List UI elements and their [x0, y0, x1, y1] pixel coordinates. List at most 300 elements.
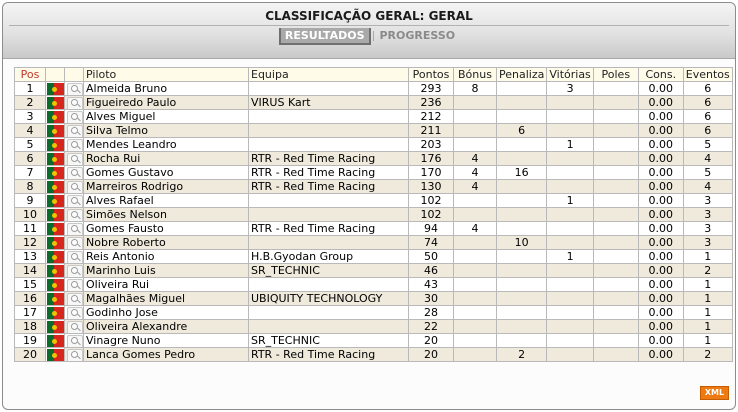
portugal-flag-icon — [47, 223, 64, 236]
flag-cell — [46, 334, 65, 348]
portugal-flag-icon — [47, 209, 64, 222]
cell-pontos: 46 — [409, 264, 454, 278]
cell-equipa — [249, 194, 409, 208]
magnifier-icon[interactable] — [67, 349, 83, 362]
cell-piloto: Silva Telmo — [84, 124, 249, 138]
cell-penaliza — [497, 264, 547, 278]
cell-penaliza — [497, 180, 547, 194]
cell-pos: 12 — [15, 236, 46, 250]
cell-penaliza — [497, 110, 547, 124]
column-header-piloto[interactable]: Piloto — [84, 68, 249, 82]
magnifier-icon[interactable] — [67, 279, 83, 292]
flag-emblem — [52, 87, 57, 92]
cell-pontos: 170 — [409, 166, 454, 180]
cell-bonus — [454, 110, 497, 124]
magnifier-handle — [77, 230, 81, 234]
cell-bonus: 4 — [454, 222, 497, 236]
cell-penaliza — [497, 152, 547, 166]
cell-vitorias — [547, 166, 593, 180]
cell-vitorias — [547, 264, 593, 278]
flag-cell — [46, 96, 65, 110]
table-row[interactable] — [15, 334, 733, 348]
tab-resultados[interactable]: RESULTADOS — [279, 28, 371, 45]
cell-piloto: Magalhães Miguel — [84, 292, 249, 306]
cell-vitorias — [547, 110, 593, 124]
cell-eventos: 2 — [683, 264, 732, 278]
cell-bonus: 8 — [454, 82, 497, 96]
magnifier-icon[interactable] — [67, 293, 83, 306]
cell-penaliza: 16 — [497, 166, 547, 180]
cell-vitorias — [547, 306, 593, 320]
details-cell — [65, 110, 84, 124]
cell-pos: 9 — [15, 194, 46, 208]
cell-pos: 20 — [15, 348, 46, 362]
magnifier-handle — [77, 216, 81, 220]
cell-equipa: RTR - Red Time Racing — [249, 222, 409, 236]
column-header-eventos[interactable]: Eventos — [683, 68, 732, 82]
flag-cell — [46, 278, 65, 292]
magnifier-icon[interactable] — [67, 237, 83, 250]
cell-cons: 0.00 — [638, 152, 683, 166]
portugal-flag-icon — [47, 265, 64, 278]
flag-emblem — [52, 339, 57, 344]
portugal-flag-icon — [47, 349, 64, 362]
magnifier-handle — [77, 272, 81, 276]
magnifier-icon[interactable] — [67, 307, 83, 320]
cell-eventos: 1 — [683, 320, 732, 334]
cell-bonus — [454, 264, 497, 278]
flag-emblem — [52, 255, 57, 260]
table-row[interactable] — [15, 250, 733, 264]
magnifier-icon[interactable] — [67, 209, 83, 222]
portugal-flag-icon — [47, 195, 64, 208]
cell-cons: 0.00 — [638, 222, 683, 236]
cell-cons: 0.00 — [638, 348, 683, 362]
magnifier-icon[interactable] — [67, 181, 83, 194]
flag-cell — [46, 124, 65, 138]
table-row[interactable] — [15, 348, 733, 362]
cell-bonus — [454, 124, 497, 138]
cell-equipa: UBIQUITY TECHNOLOGY — [249, 292, 409, 306]
cell-vitorias — [547, 180, 593, 194]
cell-penaliza: 2 — [497, 348, 547, 362]
tab-bar — [3, 28, 735, 45]
cell-penaliza — [497, 96, 547, 110]
cell-poles — [593, 124, 638, 138]
portugal-flag-icon — [47, 307, 64, 320]
flag-emblem — [52, 311, 57, 316]
tab-separator — [373, 31, 374, 41]
cell-pos: 18 — [15, 320, 46, 334]
details-cell — [65, 166, 84, 180]
flag-cell — [46, 152, 65, 166]
cell-pos: 11 — [15, 222, 46, 236]
flag-emblem — [52, 325, 57, 330]
cell-piloto: Godinho Jose — [84, 306, 249, 320]
flag-cell — [46, 320, 65, 334]
cell-eventos: 6 — [683, 82, 732, 96]
flag-emblem — [52, 115, 57, 120]
cell-cons: 0.00 — [638, 264, 683, 278]
xml-export-button[interactable]: XML — [700, 386, 729, 400]
table-row[interactable] — [15, 292, 733, 306]
flag-cell — [46, 138, 65, 152]
cell-pos: 14 — [15, 264, 46, 278]
cell-poles — [593, 82, 638, 96]
cell-piloto: Reis Antonio — [84, 250, 249, 264]
cell-piloto: Oliveira Rui — [84, 278, 249, 292]
details-cell — [65, 292, 84, 306]
magnifier-handle — [77, 244, 81, 248]
cell-pontos: 30 — [409, 292, 454, 306]
cell-eventos: 1 — [683, 334, 732, 348]
magnifier-icon[interactable] — [67, 153, 83, 166]
column-header-bonus[interactable]: Bónus — [454, 68, 497, 82]
magnifier-handle — [77, 90, 81, 94]
cell-poles — [593, 334, 638, 348]
magnifier-handle — [77, 314, 81, 318]
flag-emblem — [52, 143, 57, 148]
table-row[interactable] — [15, 152, 733, 166]
magnifier-handle — [77, 300, 81, 304]
cell-vitorias: 1 — [547, 250, 593, 264]
cell-eventos: 3 — [683, 194, 732, 208]
details-cell — [65, 208, 84, 222]
cell-penaliza: 10 — [497, 236, 547, 250]
cell-cons: 0.00 — [638, 180, 683, 194]
cell-penaliza — [497, 82, 547, 96]
cell-eventos: 6 — [683, 96, 732, 110]
cell-piloto: Almeida Bruno — [84, 82, 249, 96]
magnifier-icon[interactable] — [67, 97, 83, 110]
cell-cons: 0.00 — [638, 292, 683, 306]
cell-bonus — [454, 334, 497, 348]
cell-cons: 0.00 — [638, 334, 683, 348]
magnifier-handle — [77, 202, 81, 206]
cell-cons: 0.00 — [638, 82, 683, 96]
flag-cell — [46, 180, 65, 194]
cell-cons: 0.00 — [638, 320, 683, 334]
magnifier-handle — [77, 118, 81, 122]
cell-pos: 19 — [15, 334, 46, 348]
cell-penaliza — [497, 306, 547, 320]
cell-pontos: 212 — [409, 110, 454, 124]
details-cell — [65, 138, 84, 152]
cell-pontos: 20 — [409, 334, 454, 348]
portugal-flag-icon — [47, 251, 64, 264]
page-title: CLASSIFICAÇÃO GERAL: GERAL — [265, 9, 473, 23]
standings-table-container — [14, 67, 733, 362]
standings-panel — [2, 2, 736, 410]
cell-piloto: Gomes Fausto — [84, 222, 249, 236]
cell-equipa — [249, 278, 409, 292]
cell-pos: 17 — [15, 306, 46, 320]
details-cell — [65, 194, 84, 208]
cell-pos: 8 — [15, 180, 46, 194]
flag-emblem — [52, 213, 57, 218]
magnifier-handle — [77, 104, 81, 108]
cell-penaliza — [497, 250, 547, 264]
cell-pontos: 20 — [409, 348, 454, 362]
cell-penaliza — [497, 278, 547, 292]
table-row[interactable] — [15, 208, 733, 222]
table-row[interactable] — [15, 110, 733, 124]
cell-poles — [593, 292, 638, 306]
portugal-flag-icon — [47, 279, 64, 292]
cell-poles — [593, 278, 638, 292]
details-cell — [65, 152, 84, 166]
cell-eventos: 4 — [683, 152, 732, 166]
details-cell — [65, 222, 84, 236]
cell-vitorias — [547, 334, 593, 348]
cell-bonus — [454, 208, 497, 222]
cell-poles — [593, 236, 638, 250]
flag-cell — [46, 306, 65, 320]
cell-equipa: VIRUS Kart — [249, 96, 409, 110]
cell-pontos: 74 — [409, 236, 454, 250]
cell-piloto: Mendes Leandro — [84, 138, 249, 152]
cell-poles — [593, 264, 638, 278]
magnifier-icon[interactable] — [67, 265, 83, 278]
portugal-flag-icon — [47, 167, 64, 180]
cell-equipa: RTR - Red Time Racing — [249, 180, 409, 194]
cell-bonus — [454, 306, 497, 320]
flag-emblem — [52, 283, 57, 288]
cell-piloto: Rocha Rui — [84, 152, 249, 166]
cell-piloto: Marinho Luis — [84, 264, 249, 278]
cell-pontos: 211 — [409, 124, 454, 138]
table-row[interactable] — [15, 306, 733, 320]
magnifier-icon[interactable] — [67, 83, 83, 96]
magnifier-handle — [77, 132, 81, 136]
table-row[interactable] — [15, 194, 733, 208]
details-cell — [65, 180, 84, 194]
flag-cell — [46, 348, 65, 362]
cell-pos: 16 — [15, 292, 46, 306]
cell-equipa — [249, 82, 409, 96]
cell-bonus — [454, 320, 497, 334]
cell-equipa — [249, 138, 409, 152]
cell-pos: 4 — [15, 124, 46, 138]
magnifier-handle — [77, 328, 81, 332]
portugal-flag-icon — [47, 181, 64, 194]
cell-bonus: 4 — [454, 180, 497, 194]
magnifier-icon[interactable] — [67, 321, 83, 334]
cell-pos: 15 — [15, 278, 46, 292]
cell-pontos: 50 — [409, 250, 454, 264]
cell-pontos: 203 — [409, 138, 454, 152]
cell-piloto: Marreiros Rodrigo — [84, 180, 249, 194]
cell-equipa: RTR - Red Time Racing — [249, 166, 409, 180]
flag-emblem — [52, 297, 57, 302]
cell-equipa: H.B.Gyodan Group — [249, 250, 409, 264]
cell-vitorias — [547, 292, 593, 306]
portugal-flag-icon — [47, 97, 64, 110]
flag-emblem — [52, 353, 57, 358]
cell-cons: 0.00 — [638, 236, 683, 250]
cell-poles — [593, 250, 638, 264]
magnifier-icon[interactable] — [67, 139, 83, 152]
portugal-flag-icon — [47, 293, 64, 306]
cell-cons: 0.00 — [638, 194, 683, 208]
portugal-flag-icon — [47, 83, 64, 96]
flag-emblem — [52, 129, 57, 134]
cell-pontos: 236 — [409, 96, 454, 110]
cell-pos: 1 — [15, 82, 46, 96]
magnifier-handle — [77, 188, 81, 192]
standings-table — [14, 67, 733, 362]
column-header-equipa[interactable]: Equipa — [249, 68, 409, 82]
cell-equipa — [249, 320, 409, 334]
cell-vitorias — [547, 278, 593, 292]
magnifier-handle — [77, 258, 81, 262]
flag-emblem — [52, 199, 57, 204]
cell-vitorias — [547, 208, 593, 222]
cell-poles — [593, 110, 638, 124]
column-header-details — [65, 68, 84, 82]
flag-cell — [46, 194, 65, 208]
panel-header — [3, 3, 735, 59]
table-row[interactable] — [15, 96, 733, 110]
cell-eventos: 4 — [683, 180, 732, 194]
cell-vitorias — [547, 152, 593, 166]
magnifier-handle — [77, 146, 81, 150]
cell-bonus — [454, 250, 497, 264]
table-row[interactable] — [15, 166, 733, 180]
details-cell — [65, 96, 84, 110]
cell-bonus — [454, 236, 497, 250]
cell-bonus — [454, 292, 497, 306]
magnifier-handle — [77, 286, 81, 290]
column-header-pos[interactable]: Pos — [15, 68, 46, 82]
magnifier-icon[interactable] — [67, 167, 83, 180]
column-header-pontos[interactable]: Pontos — [409, 68, 454, 82]
cell-poles — [593, 138, 638, 152]
cell-cons: 0.00 — [638, 166, 683, 180]
cell-penaliza — [497, 320, 547, 334]
cell-cons: 0.00 — [638, 278, 683, 292]
cell-vitorias — [547, 320, 593, 334]
cell-equipa — [249, 306, 409, 320]
table-row[interactable] — [15, 264, 733, 278]
cell-cons: 0.00 — [638, 124, 683, 138]
portugal-flag-icon — [47, 335, 64, 348]
cell-pontos: 22 — [409, 320, 454, 334]
flag-emblem — [52, 269, 57, 274]
column-header-penaliza[interactable]: Penaliza — [497, 68, 547, 82]
cell-penaliza — [497, 138, 547, 152]
table-row[interactable] — [15, 124, 733, 138]
flag-emblem — [52, 157, 57, 162]
cell-penaliza — [497, 208, 547, 222]
table-row[interactable] — [15, 278, 733, 292]
cell-equipa — [249, 124, 409, 138]
details-cell — [65, 320, 84, 334]
details-cell — [65, 278, 84, 292]
cell-equipa — [249, 110, 409, 124]
cell-equipa: RTR - Red Time Racing — [249, 348, 409, 362]
cell-piloto: Lanca Gomes Pedro — [84, 348, 249, 362]
cell-vitorias — [547, 222, 593, 236]
cell-pontos: 293 — [409, 82, 454, 96]
cell-bonus — [454, 96, 497, 110]
cell-pontos: 130 — [409, 180, 454, 194]
cell-pontos: 43 — [409, 278, 454, 292]
cell-piloto: Nobre Roberto — [84, 236, 249, 250]
magnifier-handle — [77, 342, 81, 346]
magnifier-icon[interactable] — [67, 223, 83, 236]
table-row[interactable] — [15, 236, 733, 250]
flag-emblem — [52, 227, 57, 232]
cell-vitorias: 1 — [547, 138, 593, 152]
cell-poles — [593, 348, 638, 362]
cell-bonus — [454, 194, 497, 208]
magnifier-icon[interactable] — [67, 251, 83, 264]
cell-pontos: 176 — [409, 152, 454, 166]
cell-eventos: 1 — [683, 292, 732, 306]
flag-emblem — [52, 185, 57, 190]
cell-piloto: Figueiredo Paulo — [84, 96, 249, 110]
cell-equipa: SR_TECHNIC — [249, 264, 409, 278]
table-row[interactable] — [15, 320, 733, 334]
magnifier-icon[interactable] — [67, 195, 83, 208]
cell-cons: 0.00 — [638, 110, 683, 124]
flag-cell — [46, 82, 65, 96]
cell-eventos: 1 — [683, 306, 732, 320]
table-row[interactable] — [15, 180, 733, 194]
cell-piloto: Simões Nelson — [84, 208, 249, 222]
cell-pontos: 102 — [409, 208, 454, 222]
magnifier-icon[interactable] — [67, 111, 83, 124]
column-header-vitorias[interactable]: Vitórias — [547, 68, 593, 82]
cell-equipa — [249, 208, 409, 222]
flag-cell — [46, 166, 65, 180]
cell-pos: 3 — [15, 110, 46, 124]
cell-pontos: 102 — [409, 194, 454, 208]
details-cell — [65, 250, 84, 264]
cell-poles — [593, 96, 638, 110]
flag-cell — [46, 110, 65, 124]
standings-rows — [15, 82, 733, 362]
magnifier-icon[interactable] — [67, 335, 83, 348]
details-cell — [65, 236, 84, 250]
flag-emblem — [52, 101, 57, 106]
flag-cell — [46, 236, 65, 250]
table-row[interactable] — [15, 82, 733, 96]
table-header-row — [15, 68, 733, 82]
column-header-poles[interactable]: Poles — [593, 68, 638, 82]
details-cell — [65, 348, 84, 362]
cell-pontos: 28 — [409, 306, 454, 320]
tab-progresso[interactable]: PROGRESSO — [379, 29, 456, 42]
flag-cell — [46, 264, 65, 278]
column-header-cons[interactable]: Cons. — [638, 68, 683, 82]
cell-pos: 5 — [15, 138, 46, 152]
title-divider — [9, 25, 729, 26]
table-row[interactable] — [15, 138, 733, 152]
cell-eventos: 3 — [683, 236, 732, 250]
magnifier-handle — [77, 160, 81, 164]
cell-pos: 2 — [15, 96, 46, 110]
magnifier-handle — [77, 174, 81, 178]
cell-piloto: Alves Rafael — [84, 194, 249, 208]
cell-penaliza — [497, 222, 547, 236]
cell-eventos: 6 — [683, 110, 732, 124]
cell-piloto: Gomes Gustavo — [84, 166, 249, 180]
cell-poles — [593, 166, 638, 180]
magnifier-icon[interactable] — [67, 125, 83, 138]
table-row[interactable] — [15, 222, 733, 236]
